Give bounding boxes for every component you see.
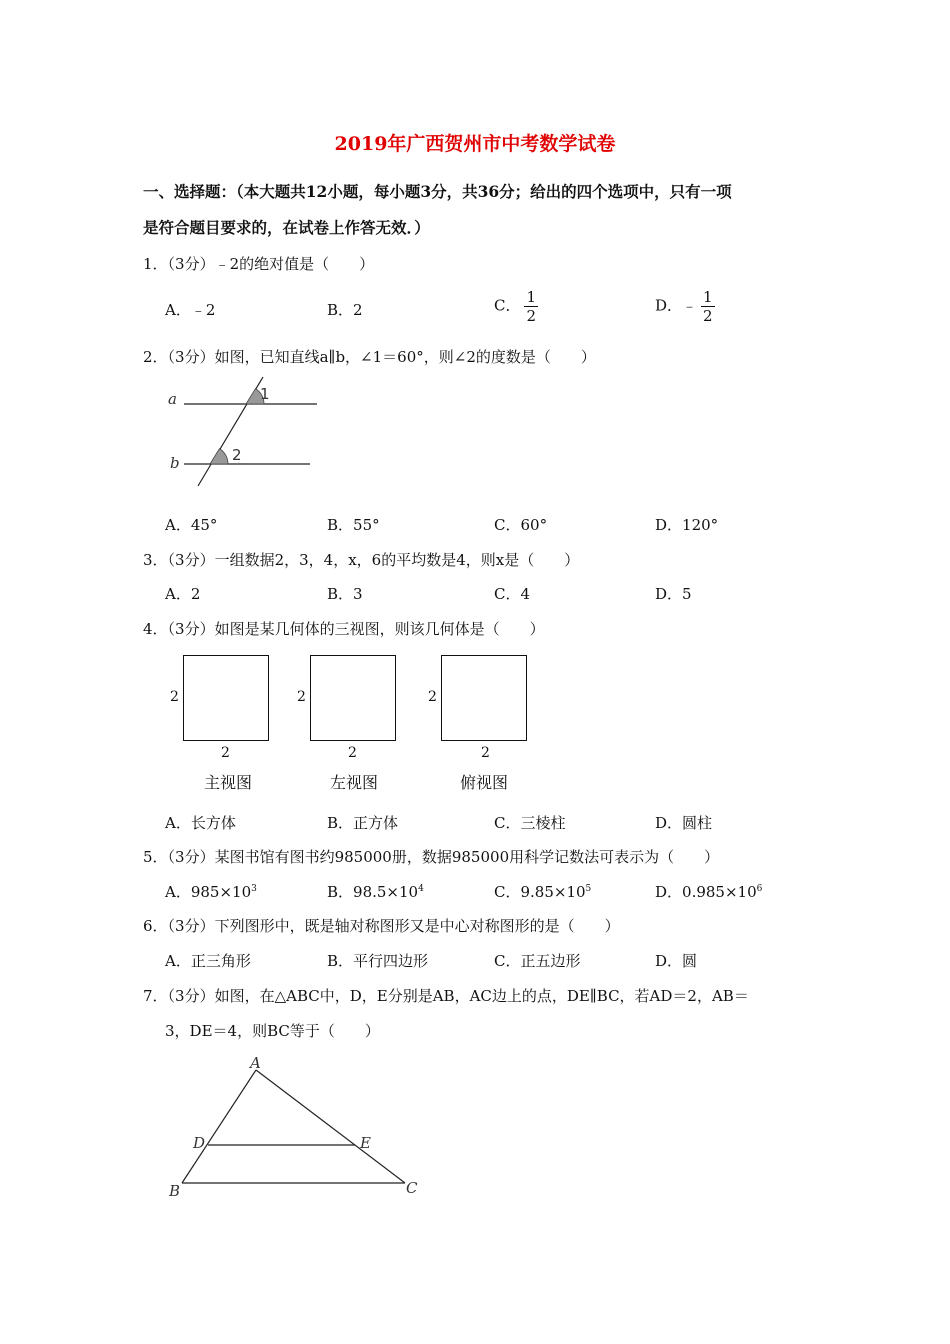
- fraction-denominator: 2: [526, 307, 537, 325]
- q2-option-a: A．45°: [165, 516, 218, 534]
- q3-option-d: D．5: [655, 585, 692, 603]
- vertex-a-label: A: [250, 1054, 261, 1072]
- q5-option-c: [494, 882, 591, 902]
- label-angle1: 1: [260, 385, 270, 403]
- front-view-side-dim: 2: [170, 689, 179, 705]
- vertex-c-label: C: [406, 1179, 418, 1197]
- q5-option-d-exponent: 6: [756, 884, 763, 894]
- q6-option-c: C．正五边形: [494, 952, 581, 970]
- label-b: b: [170, 454, 180, 472]
- q4-option-c: C．三棱柱: [494, 814, 566, 832]
- q5-stem: 5．（3分）某图书馆有图书约985000册，数据985000用科学记数法可表示为（ ）: [143, 848, 720, 866]
- q1-option-d-prefix: D．﹣: [655, 296, 698, 315]
- q7-stem-line1: 7．（3分）如图，在△ABC中，D，E分别是AB，AC边上的点，DE∥BC，若AD＝2，AB＝: [143, 987, 749, 1005]
- q1-option-b: B．2: [327, 301, 363, 319]
- point-e-label: E: [360, 1134, 371, 1152]
- q2-option-b: B．55°: [327, 516, 380, 534]
- q5-option-b: [327, 882, 424, 902]
- q2-option-d: D．120°: [655, 516, 719, 534]
- q2-parallel-lines-figure: [160, 372, 330, 492]
- q5-option-c-text: C．9.85×10: [494, 883, 586, 901]
- q5-option-a-exponent: 3: [251, 884, 257, 894]
- fraction-denominator: 2: [703, 307, 713, 325]
- vertex-b-label: B: [169, 1182, 181, 1200]
- q5-option-d: [655, 882, 762, 902]
- front-view-bottom-dim: 2: [221, 745, 230, 761]
- top-view-label: 俯视图: [460, 773, 509, 792]
- top-view-bottom-dim: 2: [481, 745, 490, 761]
- q2-stem: 2．（3分）如图，已知直线a∥b，∠1＝60°，则∠2的度数是（ ）: [143, 348, 596, 366]
- q1-option-c-prefix: C．: [494, 296, 521, 315]
- q5-option-a: [165, 882, 257, 902]
- q6-option-b: B．平行四边形: [327, 952, 429, 970]
- q1-stem: 1．（3分）﹣2的绝对值是（ ）: [143, 255, 375, 273]
- q5-option-c-exponent: 5: [585, 884, 592, 894]
- q1-option-c-fraction: [524, 288, 538, 325]
- q3-option-a: A．2: [165, 585, 201, 603]
- fraction-numerator: 1: [703, 288, 713, 306]
- q6-option-a: A．正三角形: [165, 952, 251, 970]
- top-view-square: [441, 655, 527, 741]
- front-view-square: [183, 655, 269, 741]
- q7-stem-line2: 3，DE＝4，则BC等于（ ）: [165, 1022, 380, 1040]
- q5-option-b-text: B．98.5×10: [327, 883, 419, 901]
- q6-stem: 6．（3分）下列图形中，既是轴对称图形又是中心对称图形的是（ ）: [143, 917, 620, 935]
- q6-option-d: D．圆: [655, 952, 698, 970]
- q4-option-a: A．长方体: [165, 814, 236, 832]
- front-view-label: 主视图: [204, 773, 253, 792]
- top-view-side-dim: 2: [428, 689, 437, 705]
- point-d-label: D: [193, 1134, 206, 1152]
- q1-option-a: A．﹣2: [165, 301, 216, 319]
- q1-option-d-fraction: [701, 288, 715, 325]
- q5-option-a-text: A．985×10: [165, 883, 252, 901]
- side-ac: [256, 1070, 405, 1183]
- q3-option-b: B．3: [327, 585, 363, 603]
- fraction-numerator: 1: [526, 288, 537, 306]
- left-view-square: [310, 655, 396, 741]
- q4-option-b: B．正方体: [327, 814, 399, 832]
- q2-option-c: C．60°: [494, 516, 548, 534]
- q1-option-c: [494, 288, 538, 325]
- q3-option-c: C．4: [494, 585, 531, 603]
- label-angle2: 2: [232, 446, 242, 464]
- label-a: a: [168, 390, 177, 408]
- exam-title: 2019年广西贺州市中考数学试卷: [334, 133, 616, 155]
- q7-triangle-figure: [160, 1050, 430, 1205]
- q5-option-d-text: D．0.985×10: [655, 883, 757, 901]
- left-view-side-dim: 2: [297, 689, 306, 705]
- q3-stem: 3．（3分）一组数据2，3，4，x，6的平均数是4，则x是（ ）: [143, 551, 580, 569]
- left-view-bottom-dim: 2: [348, 745, 357, 761]
- q4-option-d: D．圆柱: [655, 814, 713, 832]
- q1-option-d: [655, 288, 715, 325]
- q5-option-b-exponent: 4: [418, 884, 424, 894]
- section-heading-line2: 是符合题目要求的，在试卷上作答无效．）: [143, 218, 430, 237]
- left-view-label: 左视图: [330, 773, 379, 792]
- angle2-marker: [210, 449, 228, 464]
- q4-stem: 4．（3分）如图是某几何体的三视图，则该几何体是（ ）: [143, 620, 545, 638]
- section-heading-line1: 一、选择题：（本大题共12小题，每小题3分，共36分；给出的四个选项中，只有一项: [143, 182, 732, 201]
- side-ab: [182, 1070, 256, 1183]
